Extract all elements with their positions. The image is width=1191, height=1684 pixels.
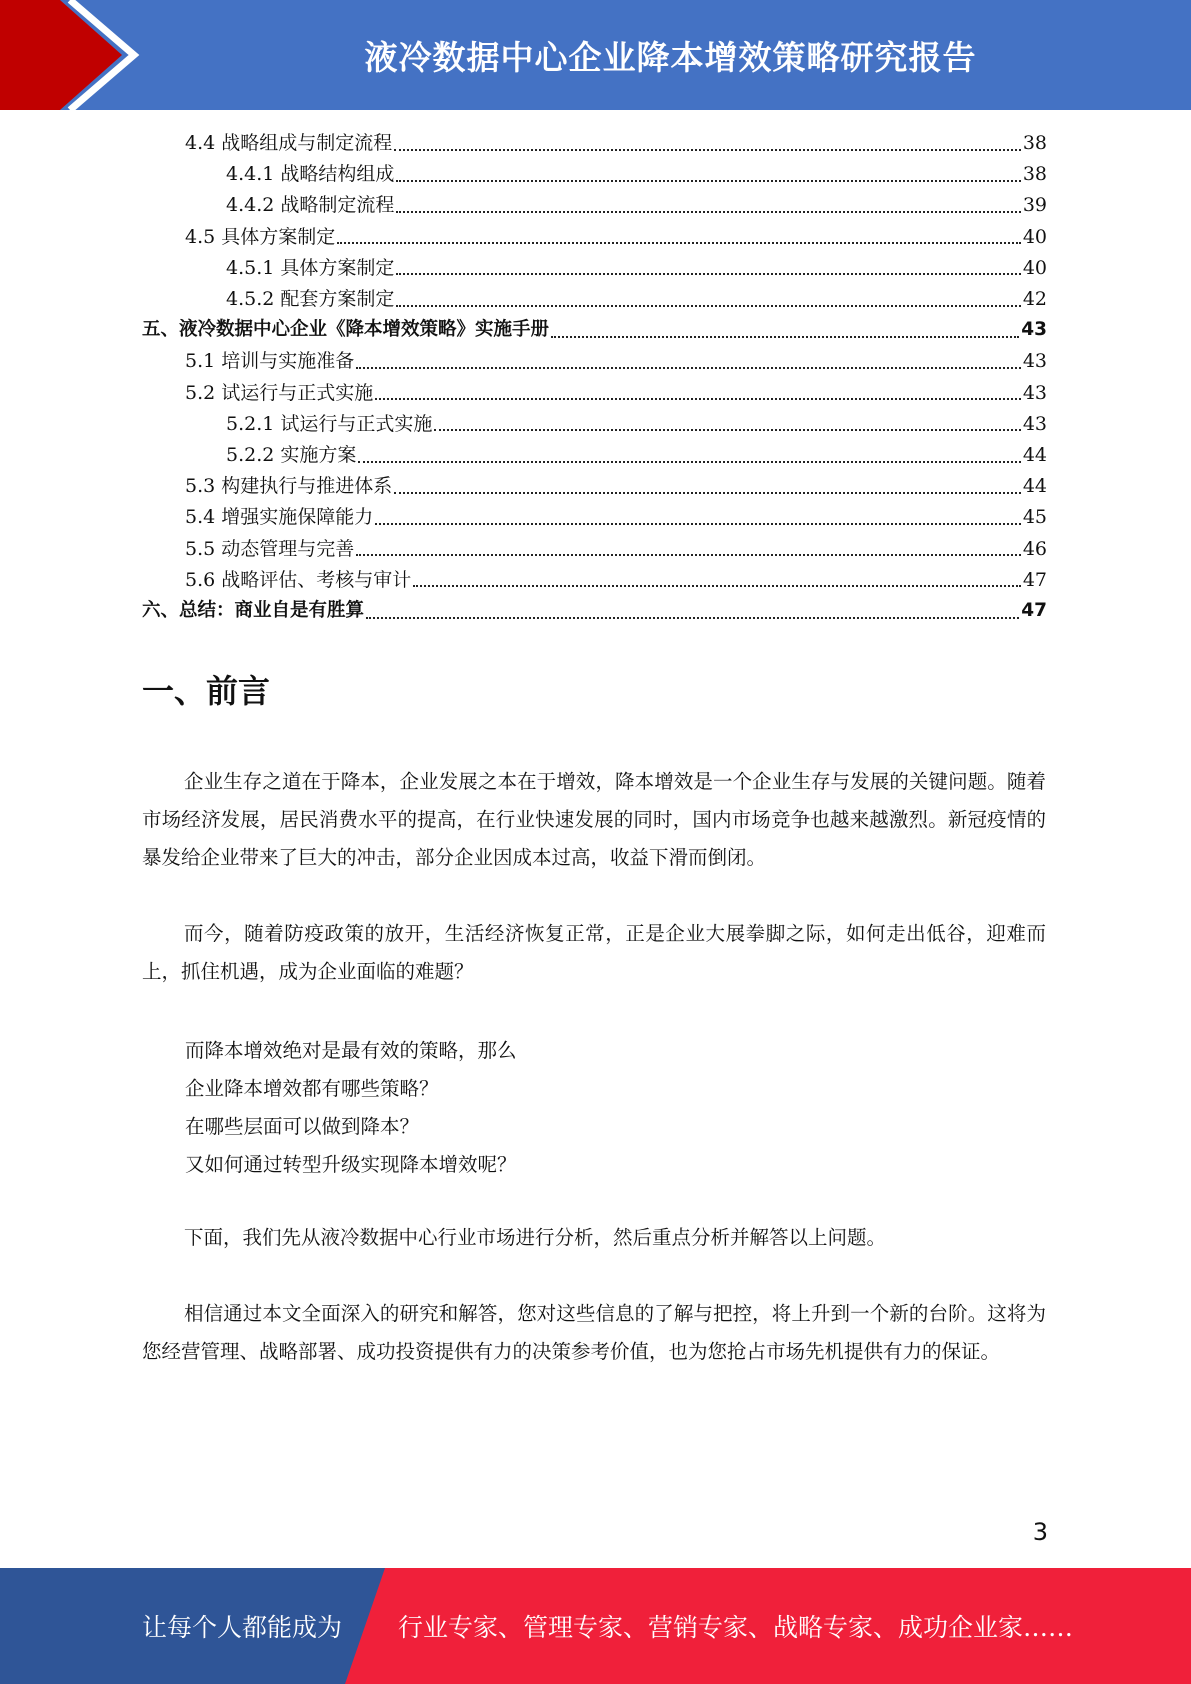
toc-entry-page: 47: [1022, 568, 1047, 591]
toc-leader-dots: [396, 305, 1020, 307]
toc-entry[interactable]: [185, 565, 1047, 596]
toc-entry-label: 4.5.1 具体方案制定: [226, 256, 395, 279]
toc-entry-label: 4.4.1 战略结构组成: [226, 163, 395, 186]
toc-entry[interactable]: [226, 190, 1047, 221]
footer-slogan-right: 行业专家、管理专家、营销专家、战略专家、成功企业家……: [398, 1613, 1074, 1642]
paragraph-analysis: 下面，我们先从液冷数据中心行业市场进行分析，然后重点分析并解答以上问题。: [184, 1226, 887, 1249]
toc-entry[interactable]: [142, 596, 1047, 627]
toc-entry[interactable]: [185, 502, 1047, 533]
toc-entry[interactable]: [142, 315, 1047, 346]
toc-entry-page: 44: [1022, 444, 1047, 466]
toc-entry-page: 43: [1022, 412, 1047, 435]
header-arrow-decoration: [0, 0, 160, 110]
question-item: 在哪些层面可以做到降本？: [185, 1115, 420, 1138]
toc-entry-label: 5.1 培训与实施准备: [185, 350, 355, 373]
toc-entry-page: 38: [1022, 132, 1047, 154]
toc-entry-label: 4.4.2 战略制定流程: [226, 194, 395, 217]
toc-entry-label: 5.3 构建执行与推进体系: [185, 475, 393, 498]
toc-entry[interactable]: [226, 159, 1047, 190]
toc-entry-page: 39: [1022, 194, 1047, 217]
toc-leader-dots: [366, 617, 1019, 619]
toc-entry-label: 5.2.2 实施方案: [226, 444, 357, 466]
toc-entry-label: 5.6 战略评估、考核与审计: [185, 568, 412, 591]
toc-entry-page: 38: [1022, 163, 1047, 186]
toc-entry[interactable]: [185, 222, 1047, 253]
toc-entry[interactable]: [185, 471, 1047, 502]
toc-entry-label: 5.2 试运行与正式实施: [185, 381, 374, 404]
question-item: 企业降本增效都有哪些策略？: [185, 1077, 439, 1100]
toc-entry-label: 5.4 增强实施保障能力: [185, 506, 374, 529]
toc-entry-page: 45: [1022, 506, 1047, 529]
toc-entry-page: 43: [1021, 319, 1047, 341]
toc-entry[interactable]: [185, 378, 1047, 409]
toc-leader-dots: [356, 367, 1021, 369]
toc-entry-page: 46: [1022, 537, 1047, 560]
question-item: 而降本增效绝对是最有效的策略，那么: [185, 1039, 517, 1062]
toc-leader-dots: [413, 585, 1021, 587]
toc-leader-dots: [396, 180, 1020, 182]
page-header: [0, 0, 1191, 110]
toc-entry[interactable]: [185, 534, 1047, 565]
toc-leader-dots: [396, 273, 1020, 275]
toc-entry[interactable]: [226, 284, 1047, 315]
toc-leader-dots: [394, 492, 1021, 494]
toc-leader-dots: [396, 211, 1020, 213]
section-heading: 一、前言: [142, 672, 271, 710]
paragraph-conclusion: 相信通过本文全面深入的研究和解答，您对这些信息的了解与把控，将上升到一个新的台阶。这将为您经营管理、战略部署、成功投资提供有力的决策参考价值，也为您抢占市场先机提供有力的保证。: [142, 1302, 1046, 1363]
toc-entry-page: 43: [1022, 381, 1047, 404]
toc-leader-dots: [337, 242, 1021, 244]
toc-entry[interactable]: [226, 440, 1047, 471]
toc-entry[interactable]: [185, 346, 1047, 377]
paragraph-intro: 企业生存之道在于降本，企业发展之本在于增效，降本增效是一个企业生存与发展的关键问题。随着市场经济发展，居民消费水平的提高，在行业快速发展的同时，国内市场竞争也越来越激烈。新冠疫情的暴发给企业带来了巨大的冲击，部分企业因成本过高，收益下滑而倒闭。: [142, 770, 1046, 869]
toc-leader-dots: [394, 149, 1021, 151]
page-footer: [0, 1568, 1191, 1684]
toc-entry-label: 六、总结：商业自是有胜算: [142, 600, 365, 622]
toc-entry-label: 五、液冷数据中心企业《降本增效策略》实施手册: [142, 319, 550, 341]
toc-entry-page: 43: [1022, 350, 1047, 373]
toc-entry-page: 42: [1022, 288, 1047, 310]
toc-leader-dots: [375, 523, 1021, 525]
header-title: 液冷数据中心企业降本增效策略研究报告: [364, 37, 977, 77]
footer-slogan-left: 让每个人都能成为: [142, 1613, 343, 1642]
toc-entry[interactable]: [226, 409, 1047, 440]
toc-entry[interactable]: [185, 128, 1047, 159]
toc-entry-label: 4.4 战略组成与制定流程: [185, 132, 393, 154]
question-item: 又如何通过转型升级实现降本增效呢？: [185, 1153, 517, 1176]
paragraph-context: 而今，随着防疫政策的放开，生活经济恢复正常，正是企业大展拳脚之际，如何走出低谷，迎难而上，抓住机遇，成为企业面临的难题？: [142, 922, 1046, 983]
toc-leader-dots: [375, 398, 1021, 400]
toc-entry-label: 5.2.1 试运行与正式实施: [226, 412, 433, 435]
toc-leader-dots: [551, 336, 1019, 338]
toc-entry[interactable]: [226, 253, 1047, 284]
toc-leader-dots: [434, 429, 1020, 431]
toc-entry-label: 4.5 具体方案制定: [185, 225, 336, 248]
toc-entry-page: 47: [1021, 600, 1047, 622]
toc-entry-label: 5.5 动态管理与完善: [185, 537, 355, 560]
toc-entry-page: 40: [1022, 256, 1047, 279]
toc-entry-page: 40: [1022, 225, 1047, 248]
question-list: [185, 1032, 517, 1184]
toc-entry-page: 44: [1022, 475, 1047, 498]
page-number: 3: [1032, 1518, 1048, 1546]
toc-entry-label: 4.5.2 配套方案制定: [226, 288, 395, 310]
toc-leader-dots: [358, 461, 1020, 463]
toc-leader-dots: [356, 554, 1021, 556]
